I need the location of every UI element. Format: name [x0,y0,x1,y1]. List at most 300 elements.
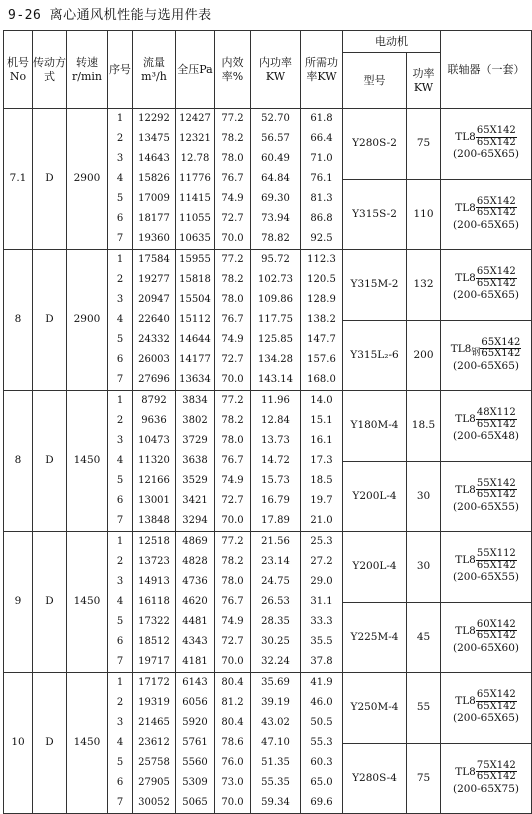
motor-model-cell: Y200L-4 [343,532,407,603]
required-power-cell: 120.5 [307,274,336,285]
flow-cell: 17584 [138,254,170,265]
required-power-cell: 31.1 [310,596,333,607]
pressure-cell: 14644 [179,334,211,345]
seq-cell: 4 [116,596,124,607]
flow-cell: 27905 [138,777,170,788]
seq-cell: 6 [116,213,124,224]
flow-cell: 22640 [138,314,170,325]
efficiency-cell: 72.7 [221,354,244,365]
coupling-cell [441,532,532,603]
coupling-denominator: 65X142 [476,559,516,571]
efficiency-cell: 78.0 [221,576,244,587]
internal-power-cell: 51.35 [261,757,290,768]
coupling-numerator: 65X142 [481,336,521,348]
efficiency-cell: 70.0 [221,656,244,667]
internal-power-cell: 16.79 [261,495,290,506]
seq-cell: 2 [116,133,124,144]
efficiency-cell: 74.9 [221,616,244,627]
internal-power-cell: 143.14 [258,374,293,385]
seq-cell: 1 [116,395,124,406]
required-power-cell: 33.3 [310,616,333,627]
speed-cell: 2900 [67,250,108,391]
internal-power-cell: 23.14 [261,556,290,567]
flow-cell: 19277 [138,274,170,285]
coupling-spec [441,197,531,219]
flow-cell: 12518 [138,536,170,547]
machine-no-cell: 8 [4,391,33,532]
efficiency-cell: 77.2 [221,113,244,124]
speed-cell: 1450 [67,391,108,532]
motor-model-cell: Y280S-2 [343,109,407,180]
seq-cell: 4 [116,737,124,748]
required-power-cell: 15.1 [310,415,333,426]
seq-cell-group [108,250,133,391]
seq-cell: 4 [116,314,124,325]
required-power-cell: 27.2 [310,556,333,567]
coupling-numerator: 65X142 [476,125,516,137]
coupling-cell [441,320,532,391]
motor-model-cell: Y225M-4 [343,602,407,673]
coupling-denominator: 65X142 [476,136,516,148]
internal-power-cell: 39.19 [261,697,290,708]
internal-power-cell: 95.72 [261,254,290,265]
table-body [4,109,532,814]
efficiency-cell: 78.6 [221,737,244,748]
pressure-cell: 15818 [179,274,211,285]
required-power-cell-group [301,109,343,250]
pressure-cell: 10635 [179,233,211,244]
internal-power-cell: 47.10 [261,737,290,748]
internal-power-cell: 11.96 [261,395,290,406]
flow-cell: 17172 [138,677,170,688]
seq-cell: 3 [116,576,124,587]
pressure-cell-group [176,673,215,814]
coupling-numerator: 65X142 [476,266,516,278]
efficiency-cell: 78.2 [221,556,244,567]
pressure-cell: 15112 [179,314,211,325]
seq-cell: 5 [116,757,124,768]
internal-power-cell: 32.24 [261,656,290,667]
seq-cell-group [108,673,133,814]
coupling-note: (200-65X60) [453,641,519,654]
pressure-cell-group [176,109,215,250]
required-power-cell: 50.5 [310,717,333,728]
coupling-note: (200-65X55) [453,571,519,584]
group-row [4,391,532,462]
required-power-cell: 92.5 [310,233,333,244]
coupling-numerator: 75X142 [476,759,516,771]
required-power-cell: 35.5 [310,636,333,647]
seq-cell: 2 [116,556,124,567]
flow-cell: 12292 [138,113,170,124]
efficiency-cell: 72.7 [221,495,244,506]
efficiency-cell: 80.4 [221,717,244,728]
coupling-note: (200-65X65) [453,289,519,302]
pressure-cell: 5065 [182,797,208,808]
internal-power-cell: 21.56 [261,536,290,547]
motor-power-cell: 55 [407,673,441,744]
pressure-cell-group [176,391,215,532]
coupling-spec [441,408,531,430]
seq-cell: 2 [116,415,124,426]
efficiency-cell-group [215,673,251,814]
coupling-cell [441,250,532,321]
coupling-cell [441,179,532,250]
pressure-cell: 12321 [179,133,211,144]
coupling-fraction [476,549,517,571]
efficiency-cell: 77.2 [221,536,244,547]
coupling-prefix: TL8 [455,131,476,144]
coupling-denominator: 65X142 [476,489,516,501]
pressure-cell: 3638 [182,455,208,466]
seq-cell: 4 [116,455,124,466]
drive-mode-cell: D [33,391,67,532]
coupling-denominator: 65X142 [481,348,521,360]
internal-power-cell: 14.72 [261,455,290,466]
seq-cell: 7 [116,374,124,385]
coupling-numerator: 60X142 [476,618,516,630]
coupling-note: (200-65X65) [453,148,519,161]
required-power-cell: 65.0 [310,777,333,788]
required-power-cell: 17.3 [310,455,333,466]
coupling-cell [441,109,532,180]
coupling-spec [441,479,531,501]
flow-cell: 17009 [138,193,170,204]
header-coupling: 联轴器（一套） [441,31,532,109]
pressure-cell: 4181 [182,656,208,667]
internal-power-cell: 64.84 [261,173,290,184]
efficiency-cell-group [215,391,251,532]
coupling-denominator: 65X142 [476,207,516,219]
coupling-spec [441,126,531,148]
pressure-cell: 3802 [182,415,208,426]
required-power-cell-group [301,532,343,673]
header-speed: 转速r/min [67,31,108,109]
speed-cell: 2900 [67,109,108,250]
pressure-cell: 11055 [179,213,211,224]
required-power-cell: 71.0 [310,153,333,164]
flow-cell: 19717 [138,656,170,667]
flow-cell: 15826 [138,173,170,184]
coupling-denominator: 65X142 [476,277,516,289]
internal-power-cell: 60.49 [261,153,290,164]
coupling-spec [441,267,531,289]
group-row [4,532,532,603]
flow-cell: 12166 [138,475,170,486]
coupling-prefix: TL8 [455,272,476,285]
coupling-numerator: 55X142 [476,477,516,489]
flow-cell: 13475 [138,133,170,144]
machine-no-cell: 9 [4,532,33,673]
flow-cell: 17322 [138,616,170,627]
pressure-cell: 3294 [182,515,208,526]
seq-cell: 7 [116,656,124,667]
required-power-cell-group [301,250,343,391]
pressure-cell: 5761 [182,737,208,748]
required-power-cell: 86.8 [310,213,333,224]
efficiency-cell: 76.0 [221,757,244,768]
flow-cell: 19360 [138,233,170,244]
coupling-numerator: 65X142 [476,689,516,701]
required-power-cell: 138.2 [307,314,336,325]
pressure-cell: 3729 [182,435,208,446]
coupling-prefix: TL8 [455,201,476,214]
efficiency-cell: 72.7 [221,213,244,224]
coupling-denominator: 65X142 [476,418,516,430]
flow-cell: 13848 [138,515,170,526]
efficiency-cell: 72.7 [221,636,244,647]
required-power-cell: 18.5 [310,475,333,486]
motor-power-cell: 30 [407,461,441,532]
motor-model-cell: Y315L₂-6 [343,320,407,391]
efficiency-cell: 77.2 [221,254,244,265]
efficiency-cell: 78.0 [221,153,244,164]
pressure-cell: 6143 [182,677,208,688]
flow-cell: 20947 [138,294,170,305]
efficiency-cell: 77.2 [221,395,244,406]
coupling-note: (200-65X65) [453,218,519,231]
efficiency-cell: 74.9 [221,334,244,345]
seq-cell: 7 [116,233,124,244]
efficiency-cell: 81.2 [221,697,244,708]
seq-cell: 6 [116,777,124,788]
flow-cell: 24332 [138,334,170,345]
pressure-cell: 4343 [182,636,208,647]
internal-power-cell: 73.94 [261,213,290,224]
internal-power-cell: 125.85 [258,334,293,345]
required-power-cell: 66.4 [310,133,333,144]
efficiency-cell: 78.2 [221,274,244,285]
seq-cell: 7 [116,797,124,808]
internal-power-cell-group [251,532,301,673]
coupling-numerator: 48X112 [476,407,516,419]
flow-cell: 11320 [138,455,170,466]
seq-cell: 6 [116,636,124,647]
pressure-cell: 12427 [179,113,211,124]
flow-cell: 25758 [138,757,170,768]
required-power-cell: 21.0 [310,515,333,526]
internal-power-cell: 30.25 [261,636,290,647]
internal-power-cell-group [251,109,301,250]
internal-power-cell: 28.35 [261,616,290,627]
coupling-denominator: 65X142 [476,771,516,783]
motor-power-cell: 200 [407,320,441,391]
coupling-numerator: 65X142 [476,195,516,207]
internal-power-cell: 59.34 [261,797,290,808]
pressure-cell: 3529 [182,475,208,486]
page-title: 9-26 离心通风机性能与选用件表 [8,8,212,23]
flow-cell-group [133,391,176,532]
internal-power-cell: 35.69 [261,677,290,688]
required-power-cell: 25.3 [310,536,333,547]
coupling-cell [441,673,532,744]
coupling-spec [441,549,531,571]
motor-power-cell: 30 [407,532,441,603]
required-power-cell: 29.0 [310,576,333,587]
seq-cell: 5 [116,334,124,345]
seq-cell: 3 [116,153,124,164]
flow-cell: 30052 [138,797,170,808]
speed-cell: 1450 [67,673,108,814]
efficiency-cell: 78.2 [221,133,244,144]
coupling-fraction [476,479,517,501]
coupling-note: (200-65X65) [453,712,519,725]
required-power-cell-group [301,391,343,532]
coupling-note: (200-65X75) [453,782,519,795]
efficiency-cell: 74.9 [221,475,244,486]
seq-cell: 1 [116,254,124,265]
internal-power-cell: 117.75 [258,314,293,325]
coupling-note: (200-65X65) [453,359,519,372]
motor-model-cell: Y315M-2 [343,250,407,321]
coupling-cell [441,391,532,462]
coupling-fraction [476,126,517,148]
internal-power-cell: 55.35 [261,777,290,788]
flow-cell-group [133,673,176,814]
efficiency-cell: 78.0 [221,435,244,446]
required-power-cell-group [301,673,343,814]
flow-cell: 13001 [138,495,170,506]
required-power-cell: 14.0 [310,395,333,406]
coupling-prefix: TL8 [455,413,476,426]
motor-power-cell: 75 [407,109,441,180]
coupling-fraction [476,408,517,430]
flow-cell: 26003 [138,354,170,365]
flow-cell: 23612 [138,737,170,748]
pressure-cell: 12.78 [180,153,210,164]
seq-cell: 1 [116,113,124,124]
seq-cell: 6 [116,354,124,365]
coupling-numerator: 55X112 [476,548,516,560]
coupling-fraction [476,761,517,783]
seq-cell: 4 [116,173,124,184]
pressure-cell: 4736 [182,576,208,587]
header-machine-no: 机号No [4,31,33,109]
internal-power-cell: 15.73 [261,475,290,486]
coupling-spec [441,761,531,783]
internal-power-cell: 26.53 [261,596,290,607]
performance-table [3,30,532,814]
coupling-prefix: TL8 [455,483,476,496]
efficiency-cell: 78.2 [221,415,244,426]
coupling-spec [441,338,531,360]
coupling-denominator: 65X142 [476,630,516,642]
speed-cell: 1450 [67,532,108,673]
internal-power-cell: 12.84 [261,415,290,426]
seq-cell: 6 [116,495,124,506]
flow-cell: 21465 [138,717,170,728]
coupling-prefix: TL8 [455,765,476,778]
pressure-cell: 3421 [182,495,208,506]
internal-power-cell-group [251,673,301,814]
flow-cell: 10473 [138,435,170,446]
coupling-prefix: TL8 [455,695,476,708]
seq-cell-group [108,109,133,250]
required-power-cell: 61.8 [310,113,333,124]
drive-mode-cell: D [33,250,67,391]
flow-cell-group [133,250,176,391]
seq-cell: 5 [116,475,124,486]
pressure-cell: 14177 [179,354,211,365]
header-internal-power: 内功率KW [251,31,301,109]
required-power-cell: 81.3 [310,193,333,204]
header-motor-model: 型号 [343,53,407,109]
flow-cell: 27696 [138,374,170,385]
seq-cell: 5 [116,616,124,627]
motor-model-cell: Y180M-4 [343,391,407,462]
flow-cell: 16118 [138,596,170,607]
coupling-fraction [476,690,517,712]
coupling-fraction [480,338,521,360]
internal-power-cell: 24.75 [261,576,290,587]
internal-power-cell-group [251,391,301,532]
pressure-cell: 11776 [179,173,211,184]
header-drive-mode: 传动方式 [33,31,67,109]
pressure-cell: 4828 [182,556,208,567]
coupling-denominator: 65X142 [476,700,516,712]
flow-cell: 13723 [138,556,170,567]
pressure-cell-group [176,250,215,391]
seq-cell: 2 [116,697,124,708]
efficiency-cell: 76.7 [221,455,244,466]
seq-cell: 7 [116,515,124,526]
efficiency-cell: 78.0 [221,294,244,305]
pressure-cell: 4620 [182,596,208,607]
header-pressure: 全压Pa [176,31,215,109]
flow-cell: 14913 [138,576,170,587]
coupling-prefix: TL8 [455,624,476,637]
required-power-cell: 60.3 [310,757,333,768]
seq-cell: 3 [116,435,124,446]
flow-cell-group [133,532,176,673]
efficiency-cell-group [215,250,251,391]
machine-no-cell: 8 [4,250,33,391]
seq-cell-group [108,391,133,532]
required-power-cell: 147.7 [307,334,336,345]
header-seq: 序号 [108,31,133,109]
header-motor-power: 功率KW [407,53,441,109]
efficiency-cell: 70.0 [221,374,244,385]
flow-cell: 19319 [138,697,170,708]
header-motor: 电动机 [343,31,441,53]
efficiency-cell: 70.0 [221,797,244,808]
efficiency-cell: 73.0 [221,777,244,788]
header-flow: 流量m³/h [133,31,176,109]
efficiency-cell: 74.9 [221,193,244,204]
internal-power-cell: 13.73 [261,435,290,446]
pressure-cell-group [176,532,215,673]
flow-cell: 18177 [138,213,170,224]
seq-cell: 1 [116,677,124,688]
coupling-cell [441,743,532,814]
required-power-cell: 55.3 [310,737,333,748]
motor-power-cell: 18.5 [407,391,441,462]
internal-power-cell: 102.73 [258,274,293,285]
internal-power-cell: 17.89 [261,515,290,526]
internal-power-cell: 109.86 [258,294,293,305]
internal-power-cell: 134.28 [258,354,293,365]
pressure-cell: 3834 [182,395,208,406]
group-row [4,673,532,744]
group-row [4,109,532,180]
required-power-cell: 37.8 [310,656,333,667]
machine-no-cell: 7.1 [4,109,33,250]
flow-cell-group [133,109,176,250]
drive-mode-cell: D [33,109,67,250]
motor-model-cell: Y280S-4 [343,743,407,814]
drive-mode-cell: D [33,532,67,673]
motor-power-cell: 45 [407,602,441,673]
